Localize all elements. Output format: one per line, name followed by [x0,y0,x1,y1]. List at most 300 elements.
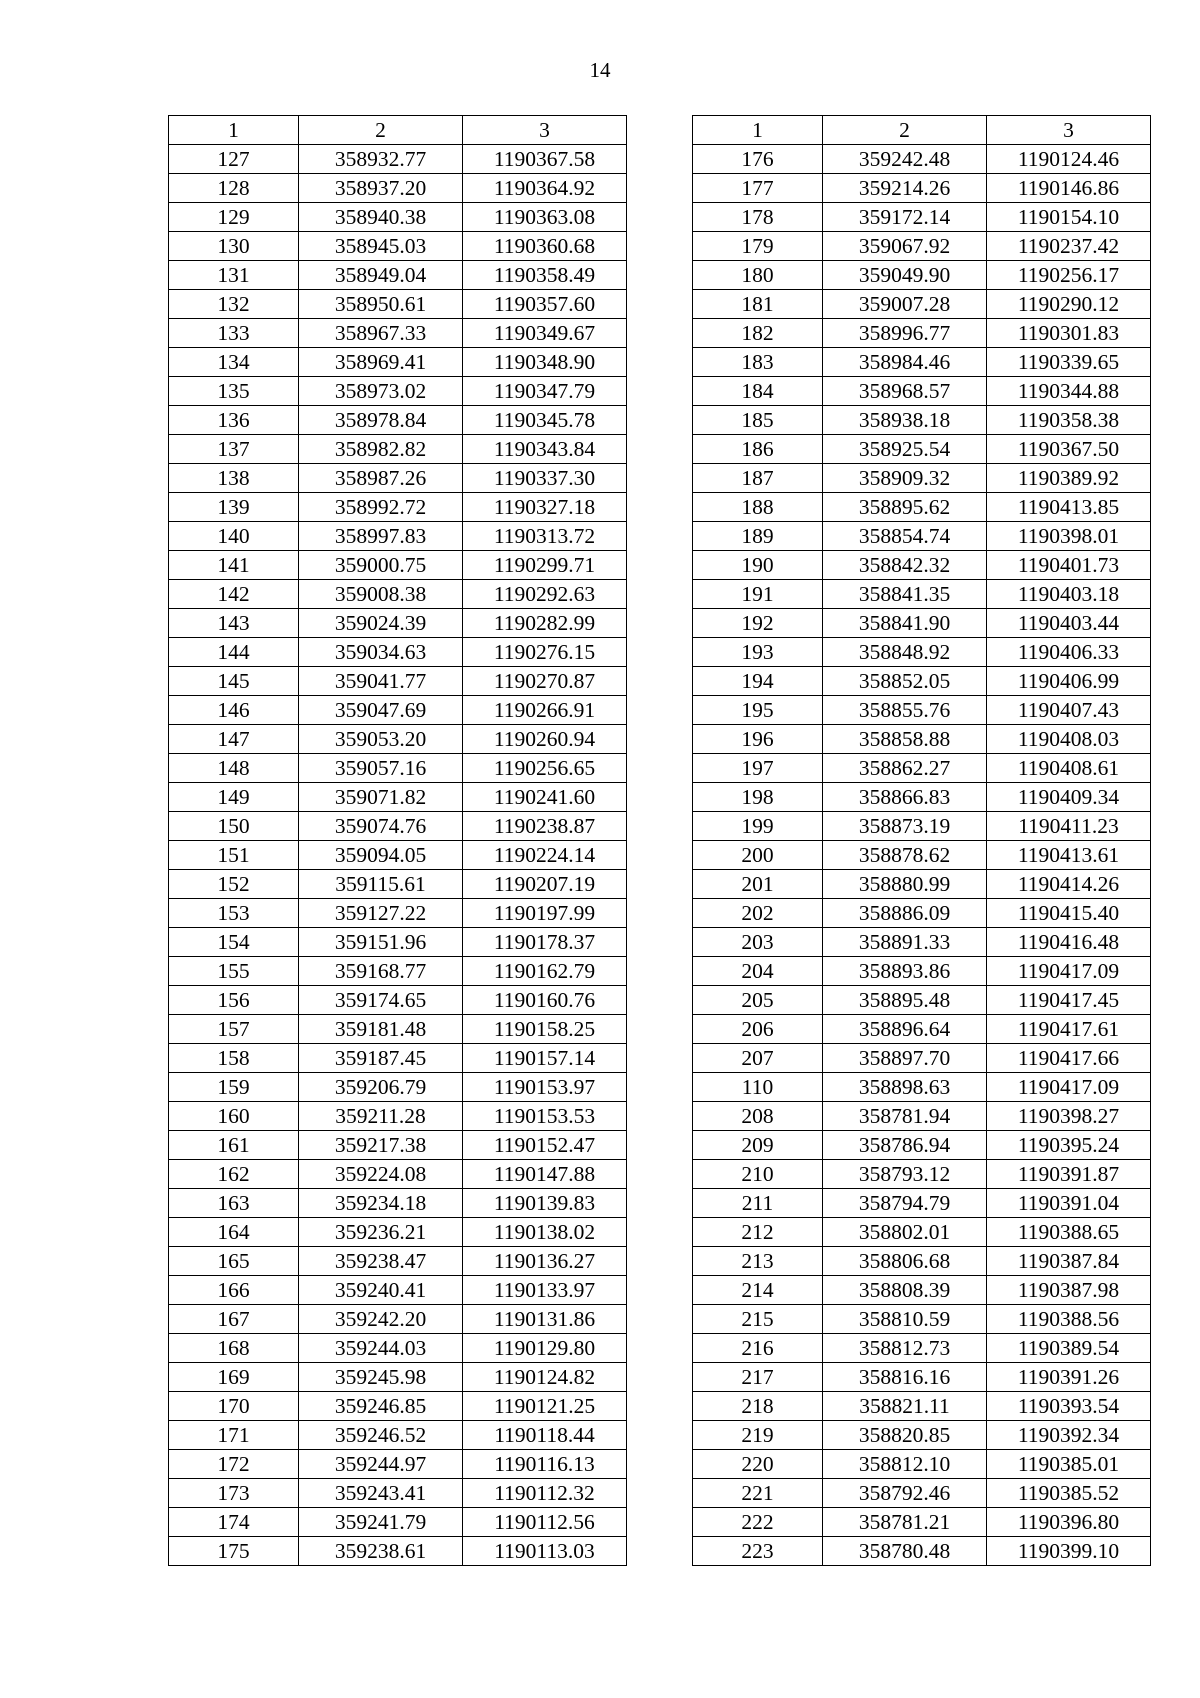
table-row [169,899,627,928]
table-row [169,1479,627,1508]
table-row [693,1363,1151,1392]
coordinate-y-cell: 1190416.48 [987,928,1151,957]
point-number-cell: 127 [169,145,299,174]
coordinate-x-cell: 359234.18 [299,1189,463,1218]
table-row [693,928,1151,957]
coordinate-y-cell: 1190260.94 [463,725,627,754]
coordinate-y-cell: 1190282.99 [463,609,627,638]
table-row [169,1044,627,1073]
table-row [169,1015,627,1044]
coordinate-y-cell: 1190409.34 [987,783,1151,812]
point-number-cell: 138 [169,464,299,493]
table-row [693,406,1151,435]
table-header-row [169,116,627,145]
table-row [693,1537,1151,1566]
coordinate-y-cell: 1190266.91 [463,696,627,725]
column-header: 3 [987,116,1151,145]
table-row [169,1450,627,1479]
coordinate-x-cell: 358891.33 [823,928,987,957]
point-number-cell: 188 [693,493,823,522]
coordinate-y-cell: 1190337.30 [463,464,627,493]
column-header: 1 [169,116,299,145]
coordinate-x-cell: 358808.39 [823,1276,987,1305]
coordinate-x-cell: 359034.63 [299,638,463,667]
coordinate-x-cell: 359094.05 [299,841,463,870]
coordinate-y-cell: 1190389.92 [987,464,1151,493]
coordinate-y-cell: 1190207.19 [463,870,627,899]
coordinate-x-cell: 359242.20 [299,1305,463,1334]
coordinate-x-cell: 358909.32 [823,464,987,493]
coordinate-y-cell: 1190403.18 [987,580,1151,609]
coordinate-x-cell: 358895.62 [823,493,987,522]
coordinate-y-cell: 1190392.34 [987,1421,1151,1450]
point-number-cell: 206 [693,1015,823,1044]
coordinate-y-cell: 1190414.26 [987,870,1151,899]
coordinate-y-cell: 1190136.27 [463,1247,627,1276]
coordinate-x-cell: 359224.08 [299,1160,463,1189]
point-number-cell: 131 [169,261,299,290]
table-row [169,667,627,696]
table-row [169,290,627,319]
coordinate-y-cell: 1190344.88 [987,377,1151,406]
table-row [169,580,627,609]
table-row [169,406,627,435]
coordinate-y-cell: 1190363.08 [463,203,627,232]
table-row [169,377,627,406]
table-row [169,638,627,667]
coordinate-x-cell: 358938.18 [823,406,987,435]
coordinate-x-cell: 358854.74 [823,522,987,551]
coordinate-y-cell: 1190417.09 [987,1073,1151,1102]
coordinate-y-cell: 1190388.65 [987,1218,1151,1247]
coordinate-x-cell: 359240.41 [299,1276,463,1305]
table-row [169,609,627,638]
coordinate-x-cell: 359187.45 [299,1044,463,1073]
coordinate-x-cell: 359008.38 [299,580,463,609]
point-number-cell: 187 [693,464,823,493]
coordinate-x-cell: 358937.20 [299,174,463,203]
table-row [693,986,1151,1015]
table-row [693,435,1151,464]
point-number-cell: 155 [169,957,299,986]
point-number-cell: 205 [693,986,823,1015]
coordinate-y-cell: 1190393.54 [987,1392,1151,1421]
coordinate-x-cell: 359236.21 [299,1218,463,1247]
coordinates-table-left [168,115,627,1566]
table-row [169,1276,627,1305]
coordinate-y-cell: 1190387.98 [987,1276,1151,1305]
coordinate-x-cell: 358802.01 [823,1218,987,1247]
point-number-cell: 201 [693,870,823,899]
table-header-row [693,116,1151,145]
coordinate-x-cell: 358898.63 [823,1073,987,1102]
coordinate-y-cell: 1190417.66 [987,1044,1151,1073]
point-number-cell: 221 [693,1479,823,1508]
point-number-cell: 194 [693,667,823,696]
coordinate-x-cell: 358841.35 [823,580,987,609]
coordinate-y-cell: 1190408.61 [987,754,1151,783]
coordinate-x-cell: 358886.09 [823,899,987,928]
coordinate-y-cell: 1190413.85 [987,493,1151,522]
coordinate-y-cell: 1190113.03 [463,1537,627,1566]
coordinate-y-cell: 1190129.80 [463,1334,627,1363]
coordinate-x-cell: 358967.33 [299,319,463,348]
coordinate-y-cell: 1190292.63 [463,580,627,609]
table-row [693,1189,1151,1218]
table-row [169,1247,627,1276]
table-row [169,928,627,957]
coordinate-x-cell: 359168.77 [299,957,463,986]
coordinate-x-cell: 358781.21 [823,1508,987,1537]
table-row [693,319,1151,348]
point-number-cell: 161 [169,1131,299,1160]
table-row [693,957,1151,986]
point-number-cell: 171 [169,1421,299,1450]
table-row [169,1189,627,1218]
coordinate-x-cell: 358794.79 [823,1189,987,1218]
point-number-cell: 207 [693,1044,823,1073]
coordinate-y-cell: 1190290.12 [987,290,1151,319]
coordinate-y-cell: 1190197.99 [463,899,627,928]
coordinate-x-cell: 358945.03 [299,232,463,261]
point-number-cell: 137 [169,435,299,464]
table-row [693,174,1151,203]
coordinate-x-cell: 358973.02 [299,377,463,406]
coordinate-y-cell: 1190349.67 [463,319,627,348]
coordinate-x-cell: 358866.83 [823,783,987,812]
point-number-cell: 222 [693,1508,823,1537]
coordinate-x-cell: 359174.65 [299,986,463,1015]
point-number-cell: 197 [693,754,823,783]
coordinate-x-cell: 358820.85 [823,1421,987,1450]
point-number-cell: 133 [169,319,299,348]
coordinate-y-cell: 1190313.72 [463,522,627,551]
table-row [693,464,1151,493]
coordinate-x-cell: 359049.90 [823,261,987,290]
point-number-cell: 218 [693,1392,823,1421]
point-number-cell: 185 [693,406,823,435]
point-number-cell: 169 [169,1363,299,1392]
coordinate-y-cell: 1190178.37 [463,928,627,957]
coordinate-x-cell: 359241.79 [299,1508,463,1537]
table-row [693,1421,1151,1450]
coordinate-y-cell: 1190339.65 [987,348,1151,377]
table-row [693,203,1151,232]
point-number-cell: 163 [169,1189,299,1218]
coordinate-y-cell: 1190364.92 [463,174,627,203]
coordinate-y-cell: 1190367.58 [463,145,627,174]
coordinate-x-cell: 359057.16 [299,754,463,783]
table-row [693,812,1151,841]
coordinate-x-cell: 358786.94 [823,1131,987,1160]
coordinate-y-cell: 1190417.45 [987,986,1151,1015]
coordinate-y-cell: 1190153.97 [463,1073,627,1102]
table-row [693,1276,1151,1305]
coordinate-y-cell: 1190387.84 [987,1247,1151,1276]
coordinate-y-cell: 1190158.25 [463,1015,627,1044]
coordinate-x-cell: 358848.92 [823,638,987,667]
coordinate-y-cell: 1190301.83 [987,319,1151,348]
coordinate-x-cell: 358812.73 [823,1334,987,1363]
coordinate-x-cell: 359172.14 [823,203,987,232]
coordinate-x-cell: 359238.47 [299,1247,463,1276]
coordinate-y-cell: 1190345.78 [463,406,627,435]
point-number-cell: 213 [693,1247,823,1276]
coordinate-y-cell: 1190408.03 [987,725,1151,754]
table-row [693,1102,1151,1131]
table-row [169,319,627,348]
coordinate-y-cell: 1190238.87 [463,812,627,841]
table-row [169,145,627,174]
coordinate-y-cell: 1190407.43 [987,696,1151,725]
table-row [169,464,627,493]
coordinate-x-cell: 358781.94 [823,1102,987,1131]
point-number-cell: 158 [169,1044,299,1073]
coordinate-y-cell: 1190413.61 [987,841,1151,870]
table-row [693,261,1151,290]
point-number-cell: 202 [693,899,823,928]
table-row [169,812,627,841]
coordinate-y-cell: 1190224.14 [463,841,627,870]
coordinate-y-cell: 1190347.79 [463,377,627,406]
table-row [693,580,1151,609]
point-number-cell: 147 [169,725,299,754]
coordinate-x-cell: 358812.10 [823,1450,987,1479]
table-row [169,1160,627,1189]
table-row [693,1450,1151,1479]
point-number-cell: 157 [169,1015,299,1044]
coordinate-x-cell: 358842.32 [823,551,987,580]
coordinate-x-cell: 358816.16 [823,1363,987,1392]
point-number-cell: 189 [693,522,823,551]
point-number-cell: 140 [169,522,299,551]
point-number-cell: 132 [169,290,299,319]
point-number-cell: 110 [693,1073,823,1102]
table-row [169,1218,627,1247]
coordinate-x-cell: 358841.90 [823,609,987,638]
point-number-cell: 150 [169,812,299,841]
point-number-cell: 159 [169,1073,299,1102]
coordinate-x-cell: 358978.84 [299,406,463,435]
table-row [169,1131,627,1160]
point-number-cell: 175 [169,1537,299,1566]
coordinate-y-cell: 1190396.80 [987,1508,1151,1537]
coordinate-y-cell: 1190124.46 [987,145,1151,174]
coordinate-x-cell: 358858.88 [823,725,987,754]
coordinate-y-cell: 1190406.99 [987,667,1151,696]
coordinate-y-cell: 1190398.01 [987,522,1151,551]
coordinate-x-cell: 358880.99 [823,870,987,899]
table-row [169,783,627,812]
coordinate-x-cell: 359246.52 [299,1421,463,1450]
point-number-cell: 178 [693,203,823,232]
point-number-cell: 136 [169,406,299,435]
table-row [169,435,627,464]
column-header: 1 [693,116,823,145]
coordinate-x-cell: 358852.05 [823,667,987,696]
coordinate-y-cell: 1190411.23 [987,812,1151,841]
point-number-cell: 152 [169,870,299,899]
table-row [693,1508,1151,1537]
table-row [693,725,1151,754]
coordinate-x-cell: 359244.97 [299,1450,463,1479]
table-row [169,261,627,290]
table-row [169,1392,627,1421]
coordinate-y-cell: 1190118.44 [463,1421,627,1450]
coordinate-x-cell: 358932.77 [299,145,463,174]
table-row [693,348,1151,377]
table-row [169,870,627,899]
point-number-cell: 160 [169,1102,299,1131]
point-number-cell: 180 [693,261,823,290]
coordinate-y-cell: 1190138.02 [463,1218,627,1247]
coordinate-y-cell: 1190360.68 [463,232,627,261]
coordinates-table-right [692,115,1151,1566]
table-row [693,1392,1151,1421]
coordinate-y-cell: 1190391.04 [987,1189,1151,1218]
column-header: 3 [463,116,627,145]
table-row [169,1102,627,1131]
point-number-cell: 134 [169,348,299,377]
table-row [169,841,627,870]
table-row [693,783,1151,812]
point-number-cell: 210 [693,1160,823,1189]
point-number-cell: 184 [693,377,823,406]
table-row [693,1160,1151,1189]
table-row [169,174,627,203]
point-number-cell: 182 [693,319,823,348]
coordinate-y-cell: 1190415.40 [987,899,1151,928]
table-row [693,609,1151,638]
coordinate-x-cell: 358996.77 [823,319,987,348]
page-number: 14 [589,58,611,82]
point-number-cell: 186 [693,435,823,464]
point-number-cell: 174 [169,1508,299,1537]
point-number-cell: 148 [169,754,299,783]
table-row [169,1421,627,1450]
point-number-cell: 203 [693,928,823,957]
coordinate-x-cell: 359245.98 [299,1363,463,1392]
point-number-cell: 191 [693,580,823,609]
coordinate-x-cell: 358792.46 [823,1479,987,1508]
coordinate-y-cell: 1190417.09 [987,957,1151,986]
coordinate-y-cell: 1190299.71 [463,551,627,580]
coordinate-x-cell: 359238.61 [299,1537,463,1566]
coordinate-x-cell: 359246.85 [299,1392,463,1421]
table-row [693,841,1151,870]
coordinate-x-cell: 358821.11 [823,1392,987,1421]
point-number-cell: 179 [693,232,823,261]
table-row [169,522,627,551]
point-number-cell: 162 [169,1160,299,1189]
table-row [693,1015,1151,1044]
table-row [169,1508,627,1537]
table-row [169,1305,627,1334]
coordinate-y-cell: 1190116.13 [463,1450,627,1479]
coordinate-x-cell: 358987.26 [299,464,463,493]
coordinate-y-cell: 1190160.76 [463,986,627,1015]
coordinate-x-cell: 359047.69 [299,696,463,725]
table-row [169,1537,627,1566]
table-row [693,232,1151,261]
coordinate-y-cell: 1190152.47 [463,1131,627,1160]
point-number-cell: 216 [693,1334,823,1363]
table-row [693,870,1151,899]
point-number-cell: 200 [693,841,823,870]
point-number-cell: 219 [693,1421,823,1450]
coordinate-x-cell: 358949.04 [299,261,463,290]
coordinate-x-cell: 358992.72 [299,493,463,522]
point-number-cell: 144 [169,638,299,667]
coordinate-x-cell: 359127.22 [299,899,463,928]
table-row [693,522,1151,551]
table-row [693,1334,1151,1363]
point-number-cell: 141 [169,551,299,580]
coordinate-x-cell: 358862.27 [823,754,987,783]
coordinate-x-cell: 358873.19 [823,812,987,841]
coordinate-x-cell: 359243.41 [299,1479,463,1508]
coordinate-y-cell: 1190153.53 [463,1102,627,1131]
point-number-cell: 129 [169,203,299,232]
table-row [169,957,627,986]
point-number-cell: 154 [169,928,299,957]
coordinate-x-cell: 359000.75 [299,551,463,580]
point-number-cell: 151 [169,841,299,870]
coordinate-x-cell: 359211.28 [299,1102,463,1131]
column-header: 2 [823,116,987,145]
table-right-body [693,116,1151,1566]
point-number-cell: 196 [693,725,823,754]
coordinate-y-cell: 1190385.52 [987,1479,1151,1508]
table-row [169,725,627,754]
coordinate-y-cell: 1190157.14 [463,1044,627,1073]
point-number-cell: 220 [693,1450,823,1479]
coordinate-y-cell: 1190121.25 [463,1392,627,1421]
table-row [693,667,1151,696]
table-row [693,1305,1151,1334]
point-number-cell: 214 [693,1276,823,1305]
table-row [693,696,1151,725]
coordinate-y-cell: 1190389.54 [987,1334,1151,1363]
table-row [693,638,1151,667]
coordinate-x-cell: 358793.12 [823,1160,987,1189]
coordinate-y-cell: 1190403.44 [987,609,1151,638]
coordinate-y-cell: 1190367.50 [987,435,1151,464]
coordinate-y-cell: 1190343.84 [463,435,627,464]
coordinate-y-cell: 1190406.33 [987,638,1151,667]
coordinate-x-cell: 359151.96 [299,928,463,957]
point-number-cell: 204 [693,957,823,986]
point-number-cell: 143 [169,609,299,638]
coordinate-x-cell: 359007.28 [823,290,987,319]
table-row [693,754,1151,783]
coordinate-x-cell: 358895.48 [823,986,987,1015]
coordinate-y-cell: 1190146.86 [987,174,1151,203]
coordinate-y-cell: 1190391.26 [987,1363,1151,1392]
coordinate-y-cell: 1190112.32 [463,1479,627,1508]
coordinate-y-cell: 1190358.38 [987,406,1151,435]
point-number-cell: 223 [693,1537,823,1566]
coordinate-x-cell: 359074.76 [299,812,463,841]
table-row [169,754,627,783]
coordinate-y-cell: 1190139.83 [463,1189,627,1218]
point-number-cell: 130 [169,232,299,261]
coordinate-y-cell: 1190270.87 [463,667,627,696]
table-row [169,1073,627,1102]
table-row [693,1247,1151,1276]
coordinate-x-cell: 358997.83 [299,522,463,551]
point-number-cell: 176 [693,145,823,174]
